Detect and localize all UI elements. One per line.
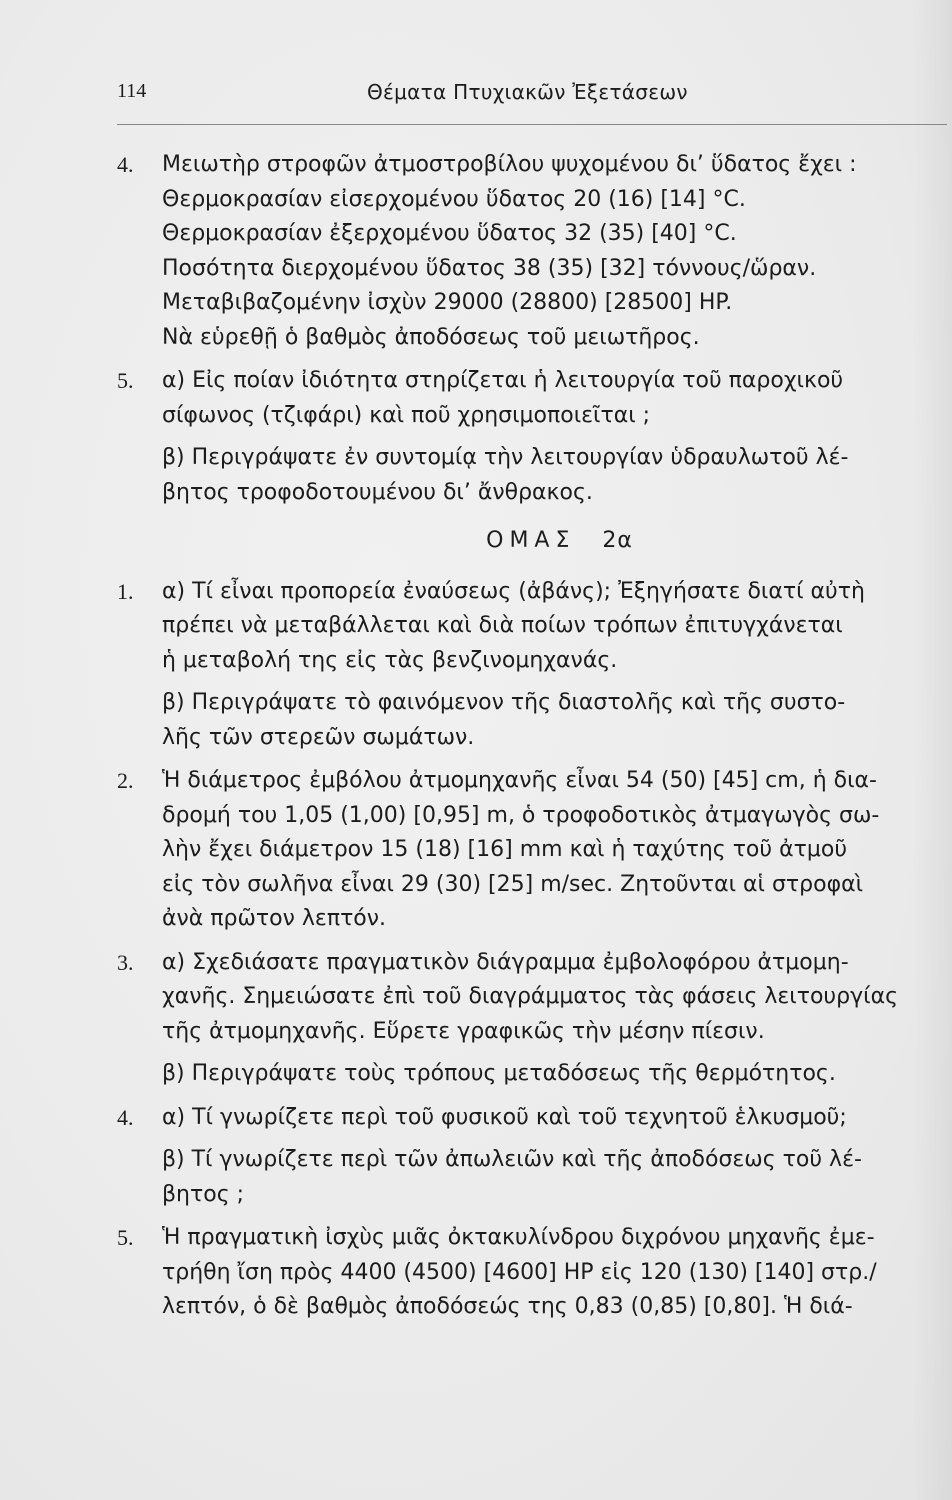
text-line: Ποσότητα διερχομένου ὕδατος 38 (35) [32] τόννους/ὥραν. <box>162 255 817 281</box>
question-item <box>117 1101 947 1213</box>
question-item <box>117 364 947 510</box>
question-number: 2. <box>117 768 134 793</box>
section-ordinal: 2α <box>602 528 633 553</box>
question-item <box>117 575 947 756</box>
text-line: σίφωνος (τζιφάρι) καὶ ποῦ χρησιμοποιεῖται ; <box>162 402 651 428</box>
page-number: 114 <box>117 80 147 102</box>
page-header <box>117 80 947 120</box>
text-line: εἰς τὸν σωλῆνα εἶναι 29 (30) [25] m/sec. Ζητοῦνται αἱ στροφαὶ <box>162 871 864 897</box>
text-line: βητος ; <box>162 1181 245 1207</box>
question-number: 5. <box>117 368 134 393</box>
text-line: λὴν ἔχει διάμετρον 15 (18) [16] mm καὶ ἡ ταχύτης τοῦ ἀτμοῦ <box>162 837 848 862</box>
question-number: 4. <box>117 1104 134 1130</box>
sub-question-a <box>162 946 947 1050</box>
text-line: ἡ μεταβολή της εἰς τὰς βενζινομηχανάς. <box>162 647 618 673</box>
text-line: πρέπει νὰ μεταβάλλεται καὶ διὰ ποίων τρόπων ἐπιτυγχάνεται <box>162 613 843 638</box>
question-item <box>117 1221 947 1325</box>
text-line: λῆς τῶν στερεῶν σωμάτων. <box>162 724 475 750</box>
text-line: δρομή του 1,05 (1,00) [0,95] m, ὁ τροφοδοτικὸς ἀτμαγωγὸς σω- <box>162 802 880 828</box>
text-line: βητος τροφοδοτουμένου δι’ ἄνθρακος. <box>162 479 593 505</box>
sub-question-a <box>162 1101 947 1136</box>
question-number: 4. <box>117 152 134 177</box>
question-item <box>117 764 947 937</box>
section-heading <box>117 524 947 559</box>
question-number: 5. <box>117 1225 134 1250</box>
sub-question-b <box>162 1057 947 1092</box>
text-line: β) Περιγράψατε τοὺς τρόπους μεταδόσεως τῆς θερμότητος. <box>162 1061 836 1086</box>
text-line: α) Σχεδιάσατε πραγματικὸν διάγραμμα ἐμβολοφόρου ἀτμομη- <box>162 949 849 975</box>
text-line: Μειωτὴρ στροφῶν ἀτμοστροβίλου ψυχομένου δι’ ὕδατος ἔχει : <box>162 152 857 177</box>
section-title: ΟΜΑΣ <box>486 528 576 553</box>
sub-question-b <box>162 1143 947 1212</box>
text-line: α) Τί γνωρίζετε περὶ τοῦ φυσικοῦ καὶ τοῦ τεχνητοῦ ἑλκυσμοῦ; <box>162 1104 847 1130</box>
question-item <box>117 148 947 355</box>
text-line: Θερμοκρασίαν εἰσερχομένου ὕδατος 20 (16) [14] °C. <box>162 186 746 212</box>
text-line: β) Τί γνωρίζετε περὶ τῶν ἀπωλειῶν καὶ τῆς ἀποδόσεως τοῦ λέ- <box>162 1147 862 1172</box>
text-line: Μεταβιβαζομένην ἰσχὺν 29000 (28800) [28500] HP. <box>162 290 733 315</box>
text-line: α) Τί εἶναι προπορεία ἐναύσεως (ἀβάνς); Ἐξηγήσατε διατί αὐτὴ <box>162 578 865 604</box>
text-line: τρήθη ἴση πρὸς 4400 (4500) [4600] HP εἰς 120 (130) [140] στρ./ <box>162 1259 877 1285</box>
text-line: Ἡ πραγματικὴ ἰσχὺς μιᾶς ὀκτακυλίνδρου διχρόνου μηχανῆς ἐμε- <box>162 1225 875 1250</box>
text-line: β) Περιγράψατε ἐν συντομίᾳ τὴν λειτουργίαν ὑδραυλωτοῦ λέ- <box>162 445 849 470</box>
page-body <box>117 148 947 1334</box>
text-line: χανῆς. Σημειώσατε ἐπὶ τοῦ διαγράμματος τὰς φάσεις λειτουργίας <box>162 984 899 1009</box>
header-rule <box>117 124 947 125</box>
running-title: Θέματα Πτυχιακῶν Ἐξετάσεων <box>367 80 688 104</box>
question-item <box>117 946 947 1092</box>
sub-question-a <box>162 364 947 433</box>
sub-question-a <box>162 575 947 679</box>
text-line: α) Εἰς ποίαν ἰδιότητα στηρίζεται ἡ λειτουργία τοῦ παροχικοῦ <box>162 368 844 393</box>
sub-question-b <box>162 441 947 510</box>
text-line: τῆς ἀτμομηχανῆς. Εὕρετε γραφικῶς τὴν μέσην πίεσιν. <box>162 1018 765 1044</box>
text-line: ἀνὰ πρῶτον λεπτόν. <box>162 906 387 931</box>
question-number: 1. <box>117 578 134 604</box>
text-line: β) Περιγράψατε τὸ φαινόμενον τῆς διαστολῆς καὶ τῆς συστο- <box>162 690 846 715</box>
sub-question-b <box>162 686 947 755</box>
text-line: λεπτόν, ὁ δὲ βαθμὸς ἀποδόσεώς της 0,83 (0,85) [0,80]. Ἡ διά- <box>162 1294 853 1319</box>
text-line: Ἡ διάμετρος ἐμβόλου ἀτμομηχανῆς εἶναι 54 (50) [45] cm, ἡ δια- <box>162 768 877 793</box>
question-number: 3. <box>117 949 134 975</box>
text-line: Θερμοκρασίαν ἐξερχομένου ὕδατος 32 (35) [40] °C. <box>162 221 737 246</box>
text-line: Νὰ εὑρεθῇ ὁ βαθμὸς ἀποδόσεως τοῦ μειωτῆρος. <box>162 324 700 350</box>
